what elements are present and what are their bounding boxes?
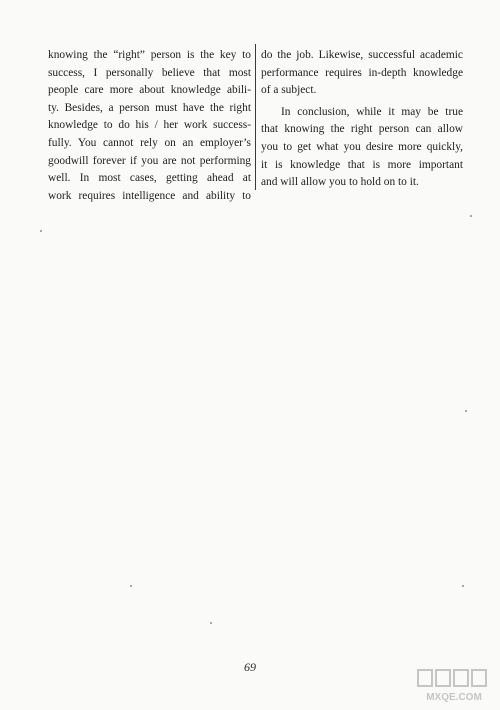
text-line: goodwill forever if you are not performing xyxy=(48,154,251,167)
text-line: success, I personally believe that most xyxy=(48,66,251,79)
scan-speck xyxy=(210,622,212,624)
text-line: work requires intelligence and ability to xyxy=(48,189,251,202)
text-line: of a subject. xyxy=(261,84,317,97)
left-column xyxy=(48,47,251,205)
paragraph xyxy=(261,47,463,100)
watermark-logo xyxy=(414,666,494,706)
page-number: 69 xyxy=(244,660,256,674)
scan-speck xyxy=(465,410,467,412)
text-line: knowing the “right” person is the key to xyxy=(48,49,251,61)
watermark-graphic xyxy=(414,666,494,706)
text-line: performance requires in-depth knowledge xyxy=(261,66,463,79)
text-line: knowledge to do his / her work success- xyxy=(48,119,251,132)
text-line: fully. You cannot rely on an employer’s xyxy=(48,136,251,149)
text-line: you to get what you desire more quickly, xyxy=(261,140,463,153)
watermark-text: MXQE.COM xyxy=(426,692,482,703)
watermark-glyph xyxy=(436,670,450,686)
watermark-glyph xyxy=(418,670,432,686)
text-line: ty. Besides, a person must have the right xyxy=(48,101,251,114)
text-line: that knowing the right person can allow xyxy=(261,123,463,136)
scan-speck xyxy=(40,230,42,232)
watermark-glyph xyxy=(454,670,468,686)
scan-speck xyxy=(130,585,132,587)
right-column xyxy=(261,47,463,192)
text-line: and will allow you to hold on to it. xyxy=(261,176,419,189)
text-line: do the job. Likewise, successful academic xyxy=(261,49,463,61)
text-line: people care more about knowledge abili- xyxy=(48,84,251,97)
text-line: it is knowledge that is more important xyxy=(261,158,463,171)
scan-speck xyxy=(462,585,464,587)
scan-speck xyxy=(470,215,472,217)
text-line: In conclusion, while it may be true xyxy=(281,105,463,118)
text-line: well. In most cases, getting ahead at xyxy=(48,172,251,185)
watermark-glyph xyxy=(472,670,486,686)
column-divider xyxy=(255,44,256,190)
paragraph xyxy=(261,104,463,192)
